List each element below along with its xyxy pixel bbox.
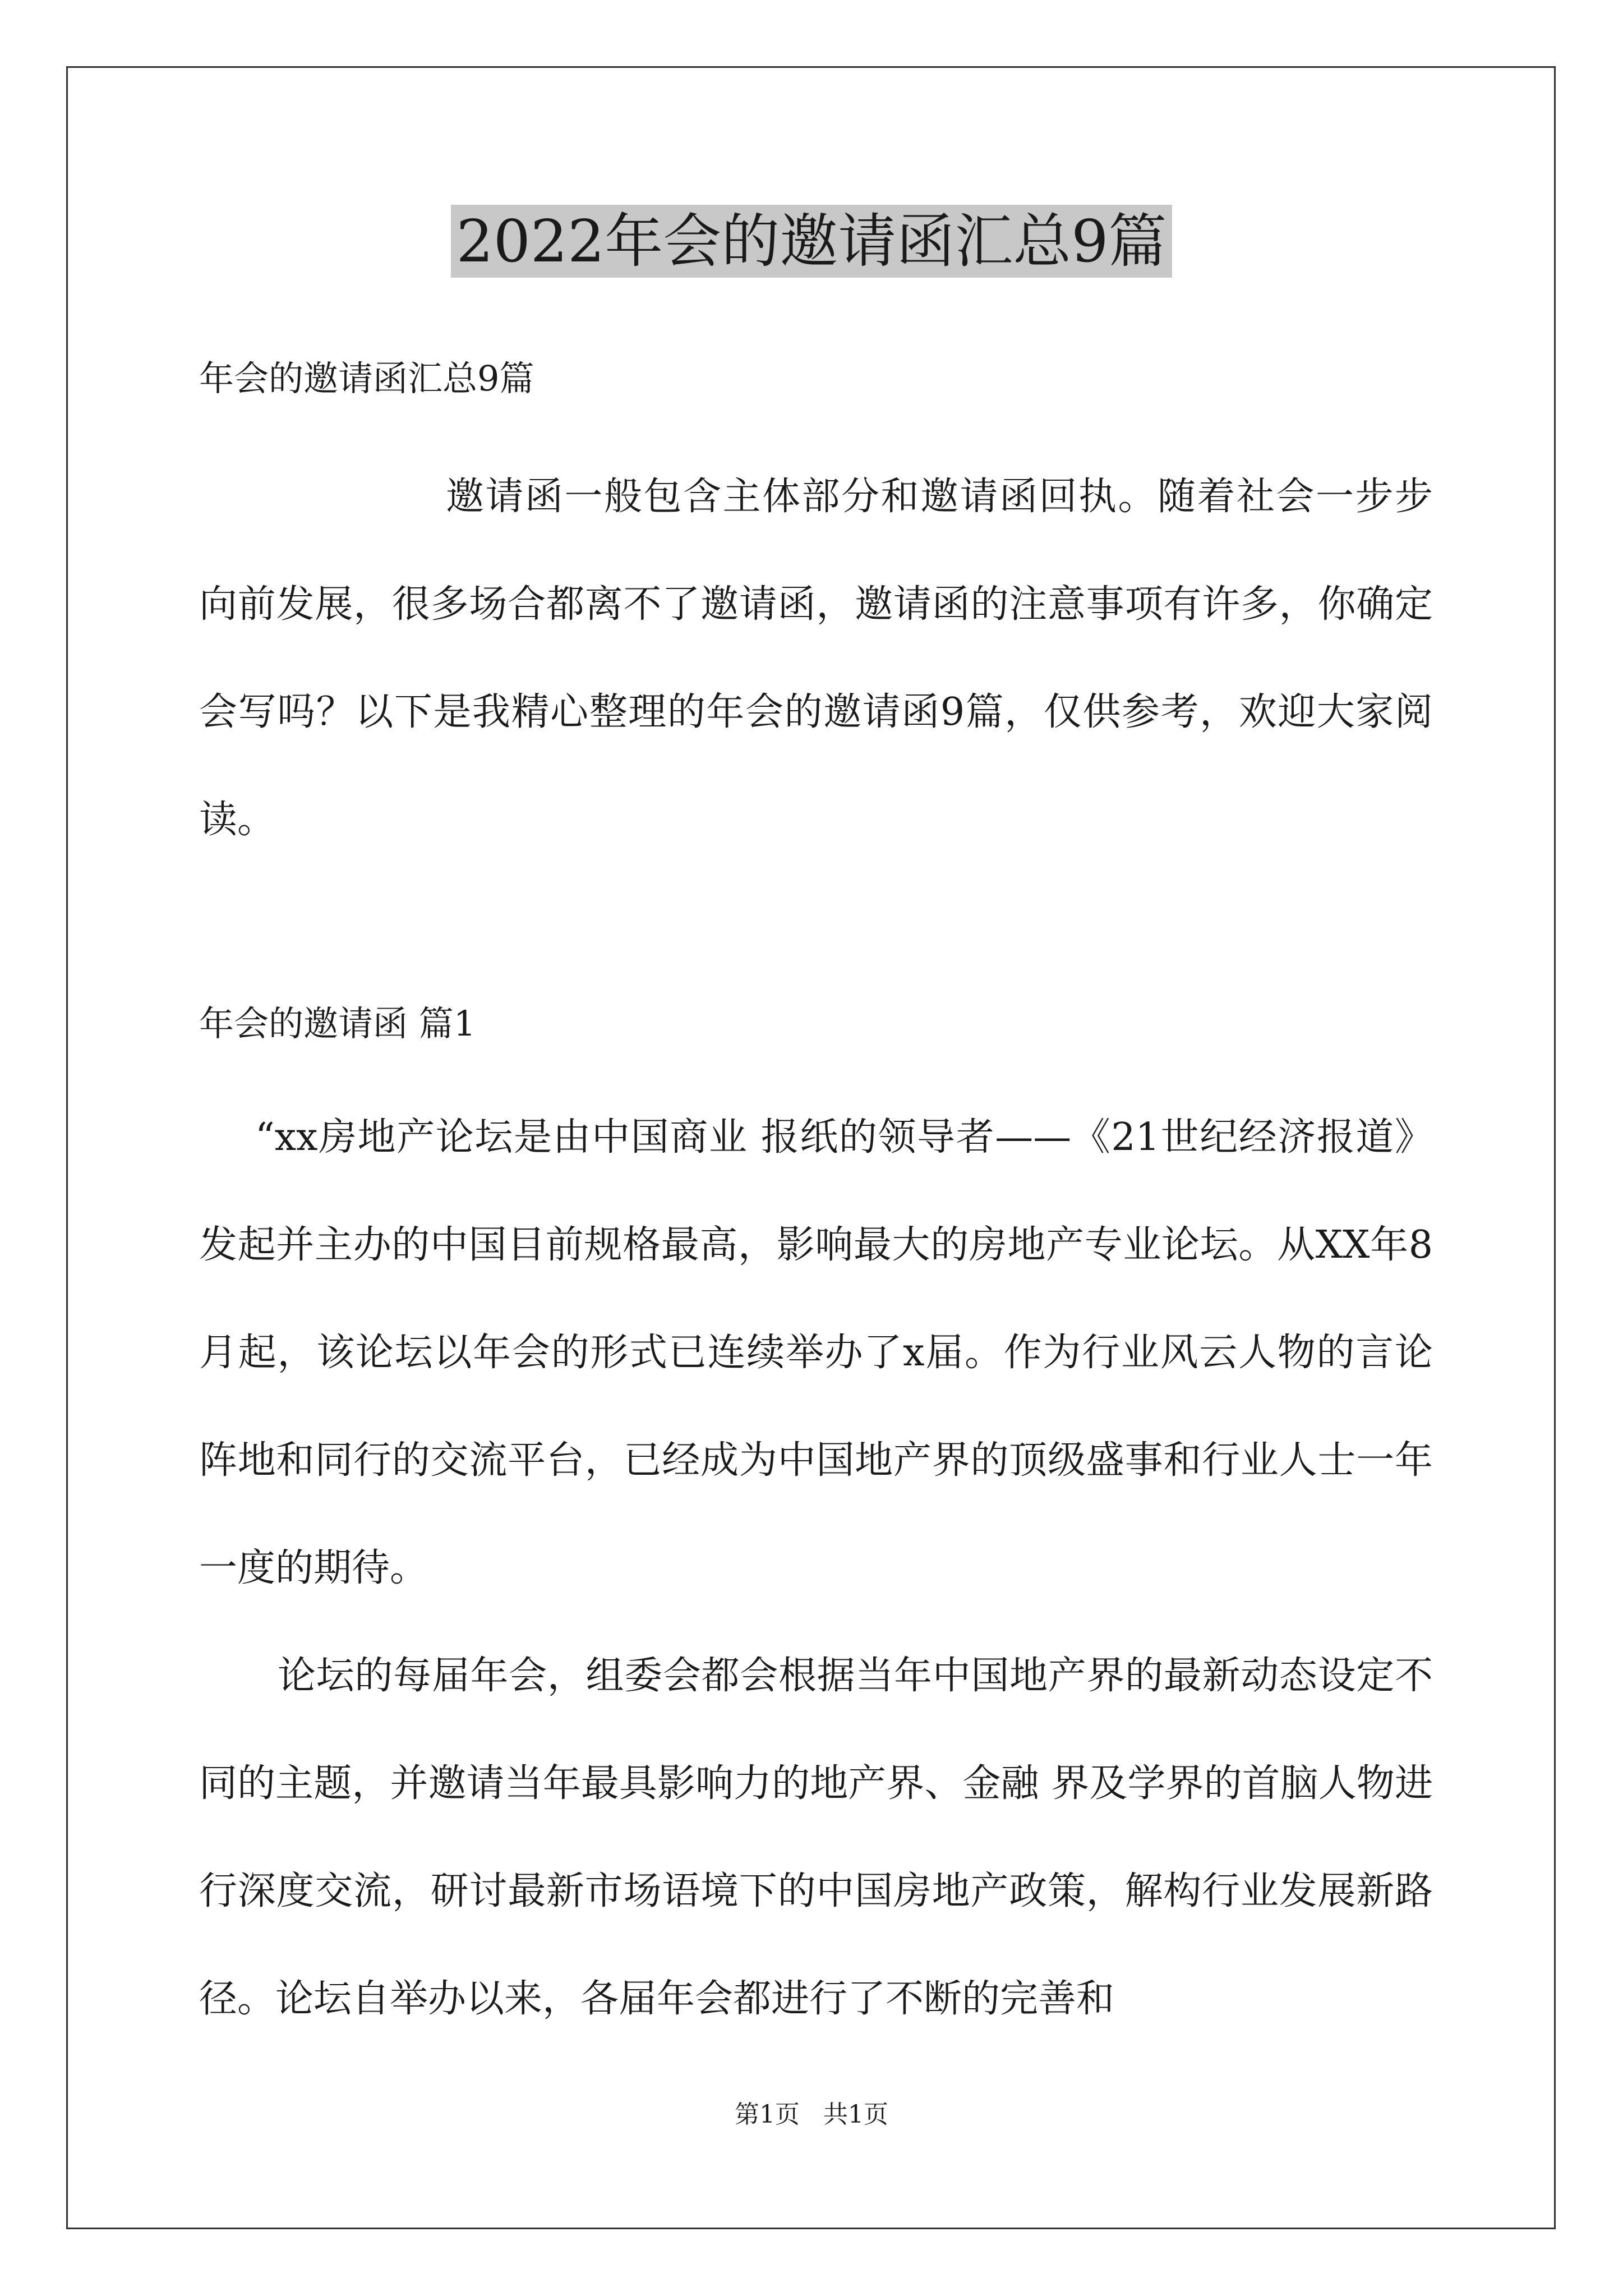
- body-paragraph: “xx房地产论坛是由中国商业 报纸的领导者——《21世纪经济报道》发起并主办的中国目前规格最高，影响最大的房地产专业论坛。从XX年8月起，该论坛以年会的形式已连续举办了x届。作为行业风云人物的言论阵地和同行的交流平台，已经成为中国地产界的顶级盛事和行业人士一年一度的期待。: [199, 1115, 1433, 1590]
- document-title: [0, 202, 1623, 280]
- section-heading: 年会的邀请函 篇1: [199, 1003, 476, 1044]
- document-title-text: 2022年会的邀请函汇总9篇: [451, 205, 1173, 278]
- intro-paragraph: 邀请函一般包含主体部分和邀请函回执。随着社会一步步向前发展，很多场合都离不了邀请函，邀请函的注意事项有许多，你确定会写吗？以下是我精心整理的年会的邀请函9篇，仅供参考，欢迎大家阅读。: [199, 475, 1433, 842]
- document-subtitle: 年会的邀请函汇总9篇: [199, 358, 534, 399]
- page-footer: 第1页 共1页: [735, 2100, 888, 2129]
- body-paragraph: 论坛的每届年会，组委会都会根据当年中国地产界的最新动态设定不同的主题，并邀请当年最具影响力的地产界、金融 界及学界的首脑人物进行深度交流，研讨最新市场语境下的中国房地产政策，解构行业发展新路径。论坛自举办以来，各届年会都进行了不断的完善和: [199, 1654, 1433, 2021]
